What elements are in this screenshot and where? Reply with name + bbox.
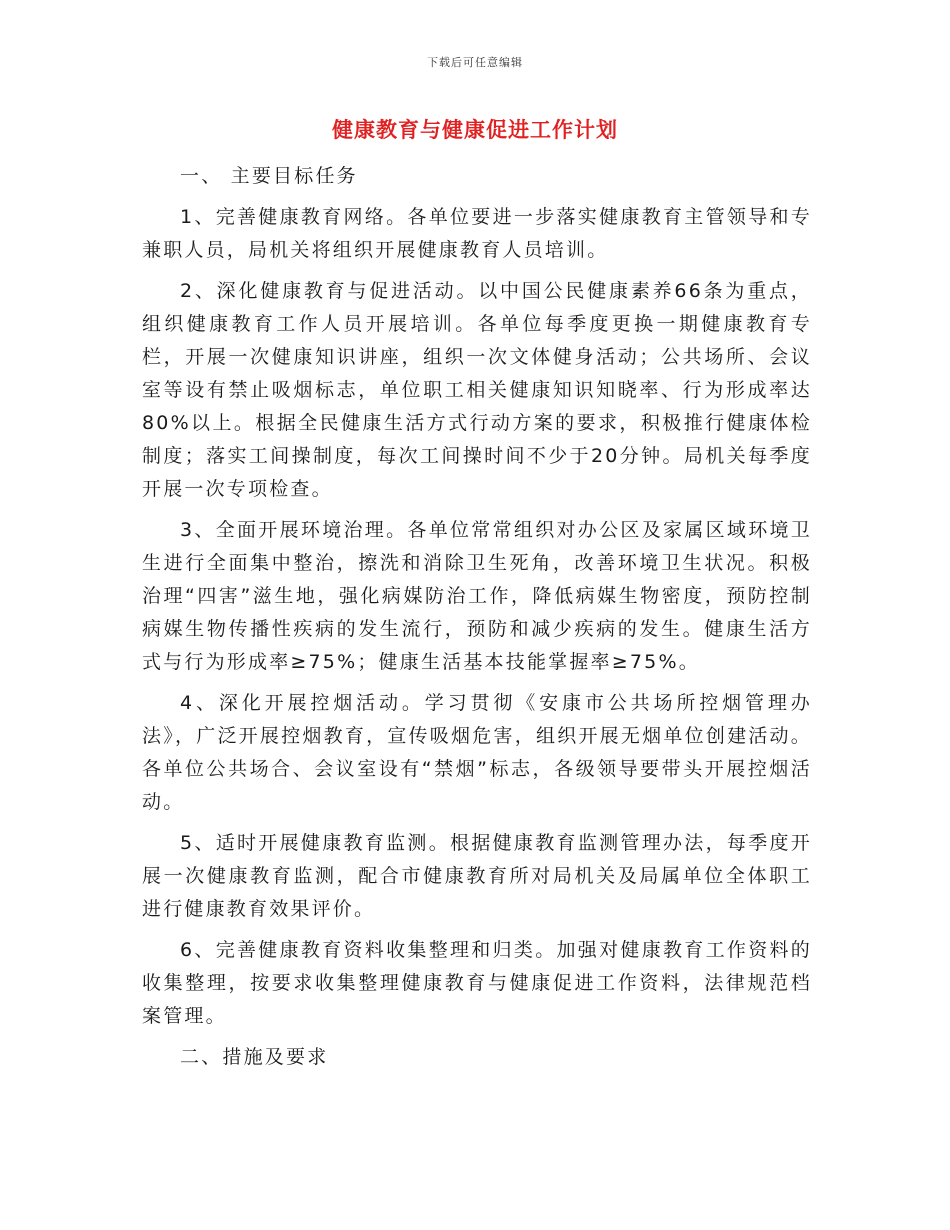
document-title: 健康教育与健康促进工作计划	[332, 118, 618, 142]
section-heading-measures: 二、措施及要求	[180, 1046, 329, 1068]
paragraph-item-6: 6、完善健康教育资料收集整理和归类。加强对健康教育工作资料的收集整理，按要求收集整理健康教育与健康促进工作资料，法律规范档案管理。	[142, 939, 812, 1027]
paragraph-gap	[142, 926, 812, 934]
paragraph-gap	[142, 679, 812, 687]
paragraph-gap	[142, 506, 812, 514]
paragraph-item-3: 3、全面开展环境治理。各单位常常组织对办公区及家属区域环境卫生进行全面集中整治，擦洗和消除卫生死角，改善环境卫生状况。积极治理“四害”滋生地，强化病媒防治工作，降低病媒生物密度，预防控制病媒生物传播性疾病的发生流行，预防和减少疾病的发生。健康生活方式与行为形成率≥75%；健康生活基本技能掌握率≥75%。	[142, 519, 812, 673]
paragraph-gap	[142, 1033, 812, 1041]
paragraph-gap	[142, 193, 812, 201]
paragraph-gap	[142, 267, 812, 275]
document-body	[142, 160, 812, 1074]
paragraph-gap	[142, 819, 812, 827]
paragraph-item-2: 2、深化健康教育与促进活动。以中国公民健康素养66条为重点，组织健康教育工作人员开展培训。各单位每季度更换一期健康教育专栏，开展一次健康知识讲座，组织一次文体健身活动；公共场所、会议室等设有禁止吸烟标志，单位职工相关健康知识知晓率、行为形成率达80%以上。根据全民健康生活方式行动方案的要求，积极推行健康体检制度；落实工间操制度，每次工间操时间不少于20分钟。局机关每季度开展一次专项检查。	[142, 280, 812, 500]
paragraph-item-1: 1、完善健康教育网络。各单位要进一步落实健康教育主管领导和专兼职人员，局机关将组织开展健康教育人员培训。	[142, 206, 812, 261]
section-heading-goals: 一、 主要目标任务	[180, 165, 358, 187]
paragraph-item-4: 4、深化开展控烟活动。学习贯彻《安康市公共场所控烟管理办法》，广泛开展控烟教育，宣传吸烟危害，组织开展无烟单位创建活动。各单位公共场合、会议室设有“禁烟”标志，各级领导要带头开展控烟活动。	[142, 692, 812, 813]
header-note: 下载后可任意编辑	[427, 56, 523, 69]
paragraph-item-5: 5、适时开展健康教育监测。根据健康教育监测管理办法，每季度开展一次健康教育监测，配合市健康教育所对局机关及局属单位全体职工进行健康教育效果评价。	[142, 832, 812, 920]
